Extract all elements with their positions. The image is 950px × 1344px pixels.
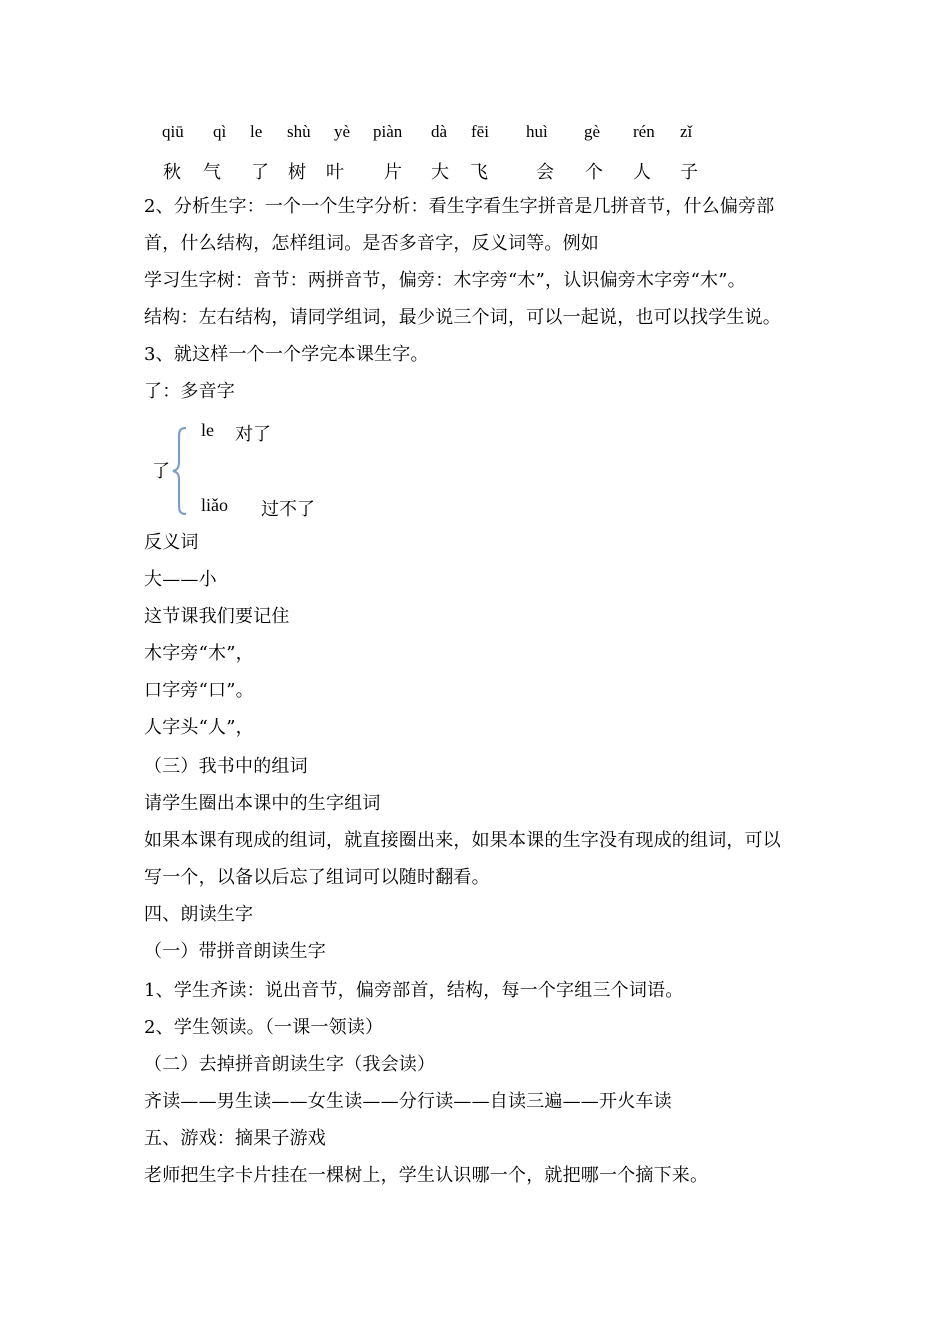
curly-brace-icon [170, 426, 190, 516]
text-line: 四、朗读生字 [144, 904, 254, 925]
text-line: 学习生字树：音节：两拼音节，偏旁：木字旁“木”，认识偏旁木字旁“木”。 [144, 270, 746, 291]
text-line: （一）带拼音朗读生字 [144, 941, 326, 962]
char-fei: 飞 [470, 162, 488, 183]
polyphone-pinyin-le: le [201, 420, 214, 440]
pinyin-da: dà [431, 122, 448, 141]
text-line: 齐读——男生读——女生读——分行读——自读三遍——开火车读 [144, 1091, 672, 1112]
text-line: 如果本课有现成的组词，就直接圈出来，如果本课的生字没有现成的组词，可以 [144, 830, 781, 851]
text-line: 大——小 [144, 569, 217, 590]
pinyin-qi: qì [213, 122, 227, 141]
text-line: 首，什么结构，怎样组词。是否多音字，反义词等。例如 [144, 233, 599, 254]
char-qiu: 秋 [163, 162, 181, 183]
char-ren: 人 [633, 162, 651, 183]
text-line: 2、分析生字：一个一个生字分析：看生字看生字拼音是几拼音节，什么偏旁部 [144, 196, 775, 217]
char-ye: 叶 [326, 162, 344, 183]
text-line: 1、学生齐读：说出音节，偏旁部首，结构，每一个字组三个词语。 [144, 980, 684, 1001]
text-line: （二）去掉拼音朗读生字（我会读） [144, 1054, 436, 1075]
text-line: 人字头“人”， [144, 717, 254, 738]
pinyin-zi: zǐ [680, 122, 693, 141]
pinyin-qiu: qiū [162, 122, 184, 141]
char-shu: 树 [288, 162, 306, 183]
pinyin-shu: shù [287, 122, 311, 141]
pinyin-ge: gè [584, 122, 601, 141]
char-da: 大 [431, 162, 449, 183]
text-line: 3、就这样一个一个学完本课生字。 [144, 344, 429, 365]
char-zi: 子 [680, 162, 698, 183]
char-qi: 气 [203, 162, 221, 183]
polyphone-word-dui-le: 对了 [235, 424, 271, 445]
text-line: 了：多音字 [144, 381, 235, 402]
text-line: 口字旁“口”。 [144, 680, 254, 701]
text-line: 木字旁“木”， [144, 643, 254, 664]
pinyin-ye: yè [334, 122, 351, 141]
text-line: 这节课我们要记住 [144, 606, 290, 627]
text-line: 结构：左右结构，请同学组词，最少说三个词，可以一起说，也可以找学生说。 [144, 307, 781, 328]
pinyin-le: le [250, 122, 263, 141]
char-hui: 会 [536, 162, 554, 183]
text-line: 反义词 [144, 532, 199, 553]
text-line: 请学生圈出本课中的生字组词 [144, 793, 381, 814]
text-line: 2、学生领读。（一课一领读） [144, 1017, 384, 1038]
pinyin-fei: fēi [471, 122, 489, 141]
text-line: 写一个，以备以后忘了组词可以随时翻看。 [144, 867, 490, 888]
polyphone-char: 了 [152, 461, 170, 482]
text-line: 五、游戏：摘果子游戏 [144, 1128, 326, 1149]
char-le: 了 [251, 162, 269, 183]
text-line: 老师把生字卡片挂在一棵树上，学生认识哪一个，就把哪一个摘下来。 [144, 1165, 709, 1186]
polyphone-pinyin-liao: liǎo [201, 495, 228, 515]
pinyin-pian: piàn [373, 122, 403, 141]
polyphone-word-guo-bu-liao: 过不了 [261, 499, 315, 520]
char-ge: 个 [585, 162, 603, 183]
text-line: （三）我书中的组词 [144, 756, 308, 777]
char-pian: 片 [384, 162, 402, 183]
pinyin-hui: huì [526, 122, 548, 141]
pinyin-ren: rén [633, 122, 655, 141]
